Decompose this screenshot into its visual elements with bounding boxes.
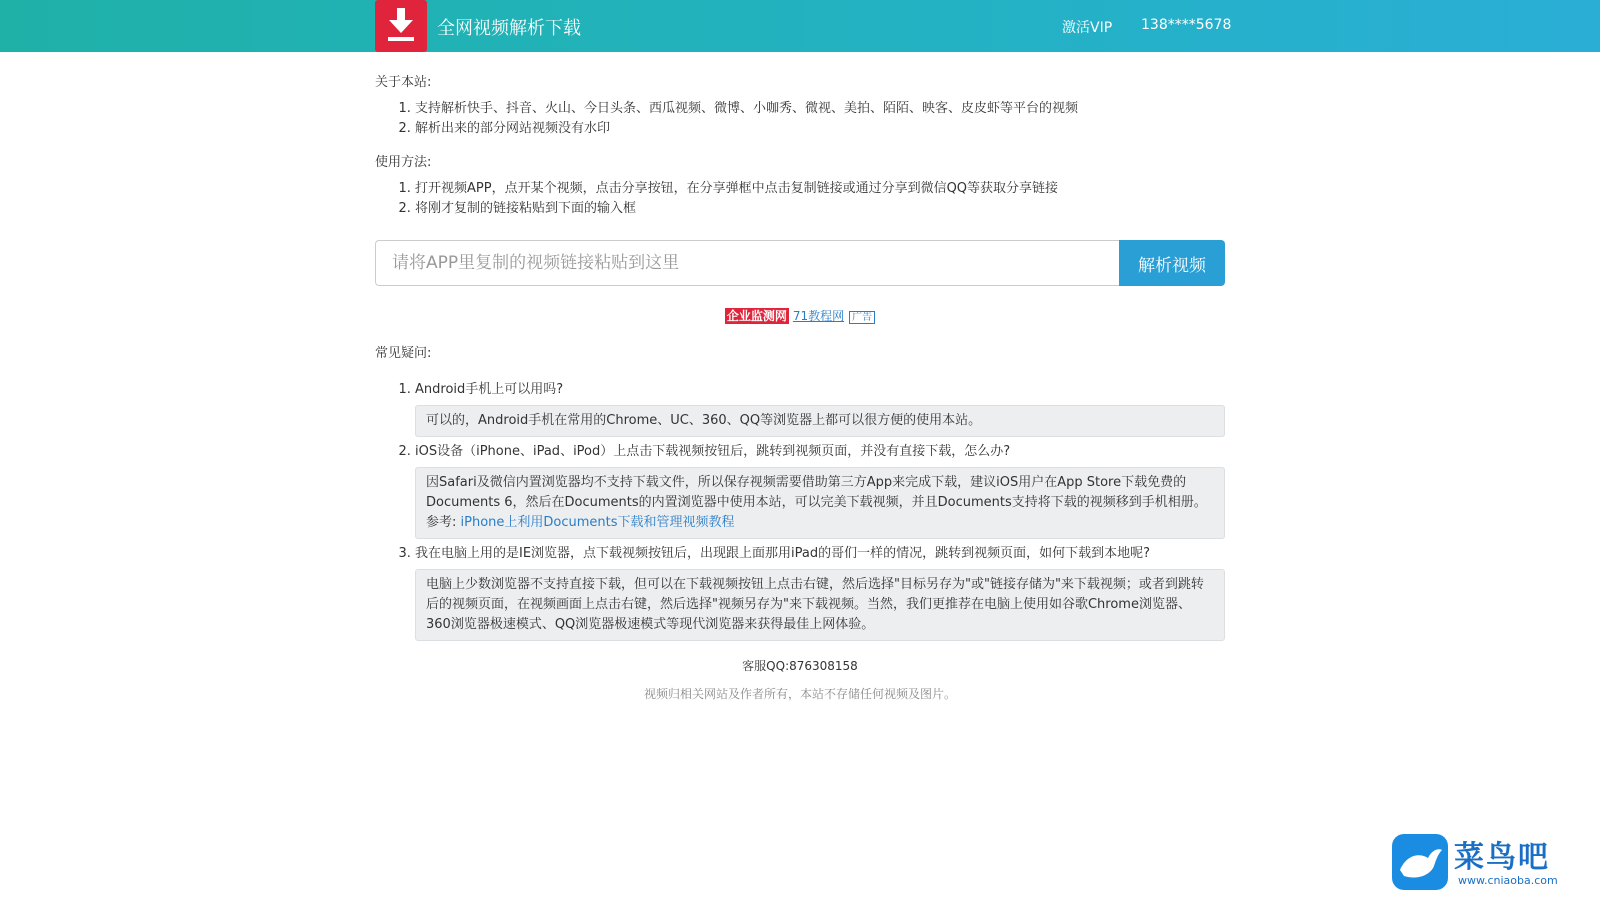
- about-section-title: 关于本站:: [375, 75, 432, 90]
- usage-item: 2. 将刚才复制的链接粘贴到下面的输入框: [415, 199, 1225, 219]
- activate-vip-link[interactable]: 激活VIP: [1062, 20, 1113, 36]
- ad-bar: [375, 307, 1225, 324]
- download-arrow-icon: [386, 8, 416, 42]
- faq-question: 1. Android手机上可以用吗?: [415, 382, 564, 397]
- site-title[interactable]: 全网视频解析下载: [437, 18, 581, 39]
- faq-item: [415, 375, 1265, 437]
- bird-logo-icon: [1392, 834, 1448, 890]
- parse-video-button[interactable]: 解析视频: [1119, 240, 1225, 286]
- faq-item: [415, 437, 1265, 539]
- video-link-input[interactable]: [375, 240, 1122, 286]
- ad-tag-badge: 广告: [849, 311, 875, 324]
- footer-disclaimer: 视频归相关网站及作者所有，本站不存储任何视频及图片。: [643, 687, 956, 701]
- user-phone-link[interactable]: 138****5678: [1141, 17, 1232, 33]
- watermark-title: 菜鸟吧: [1454, 840, 1550, 875]
- top-navbar: [0, 0, 1600, 52]
- faq-answer: [415, 467, 1225, 539]
- documents-tutorial-link[interactable]: iPhone上利用Documents下载和管理视频教程: [460, 515, 735, 530]
- site-watermark: [1392, 832, 1582, 892]
- faq-answer-text: 因Safari及微信内置浏览器均不支持下载文件，所以保存视频需要借助第三方App来完成下载，建议iOS用户在App Store下载免费的Documents 6，然后在Documents的内置浏览器中使用本站，可以完美下载视频，并且Documents支持将下载的视频移到手机相册。参考:: [426, 475, 1207, 530]
- about-item: 2. 解析出来的部分网站视频没有水印: [415, 119, 1225, 139]
- faq-question: 2. iOS设备（iPhone、iPad、iPod）上点击下载视频按钮后，跳转到视频页面，并没有直接下载，怎么办?: [415, 444, 1011, 459]
- faq-answer: [415, 405, 1225, 437]
- usage-item: 1. 打开视频APP，点开某个视频，点击分享按钮，在分享弹框中点击复制链接或通过分享到微信QQ等获取分享链接: [415, 179, 1225, 199]
- faq-list: [375, 375, 1265, 641]
- ad-red-banner[interactable]: 企业监测网: [726, 309, 787, 323]
- faq-section-title: 常见疑问:: [375, 346, 432, 361]
- download-logo-icon[interactable]: [375, 0, 427, 52]
- about-list: [375, 99, 1225, 139]
- faq-item: [415, 539, 1265, 641]
- faq-answer-text: 电脑上少数浏览器不支持直接下载，但可以在下载视频按钮上点击右键，然后选择"目标另存为"或"链接存储为"来下载视频；或者到跳转后的视频页面，在视频画面上点击右键，然后选择"视频另存为"来下载视频。当然，我们更推荐在电脑上使用如谷歌Chrome浏览器、360浏览器极速模式、QQ浏览器极速模式等现代浏览器来获得最佳上网体验。: [426, 577, 1204, 632]
- usage-list: [375, 179, 1225, 219]
- faq-answer: [415, 569, 1225, 641]
- footer-contact: 客服QQ:876308158: [742, 659, 858, 673]
- watermark-url: www.cniaoba.com: [1458, 874, 1558, 887]
- faq-question: 3. 我在电脑上用的是IE浏览器，点下载视频按钮后，出现跟上面那用iPad的哥们一样的情况，跳转到视频页面，如何下载到本地呢?: [415, 546, 1151, 561]
- faq-answer-text: 可以的，Android手机在常用的Chrome、UC、360、QQ等浏览器上都可以很方便的使用本站。: [426, 413, 982, 428]
- usage-section-title: 使用方法:: [375, 155, 432, 170]
- about-item: 1. 支持解析快手、抖音、火山、今日头条、西瓜视频、微博、小咖秀、微视、美拍、陌陌、映客、皮皮虾等平台的视频: [415, 99, 1225, 119]
- search-form: [375, 240, 1225, 286]
- ad-text-link[interactable]: 71教程网: [792, 309, 845, 323]
